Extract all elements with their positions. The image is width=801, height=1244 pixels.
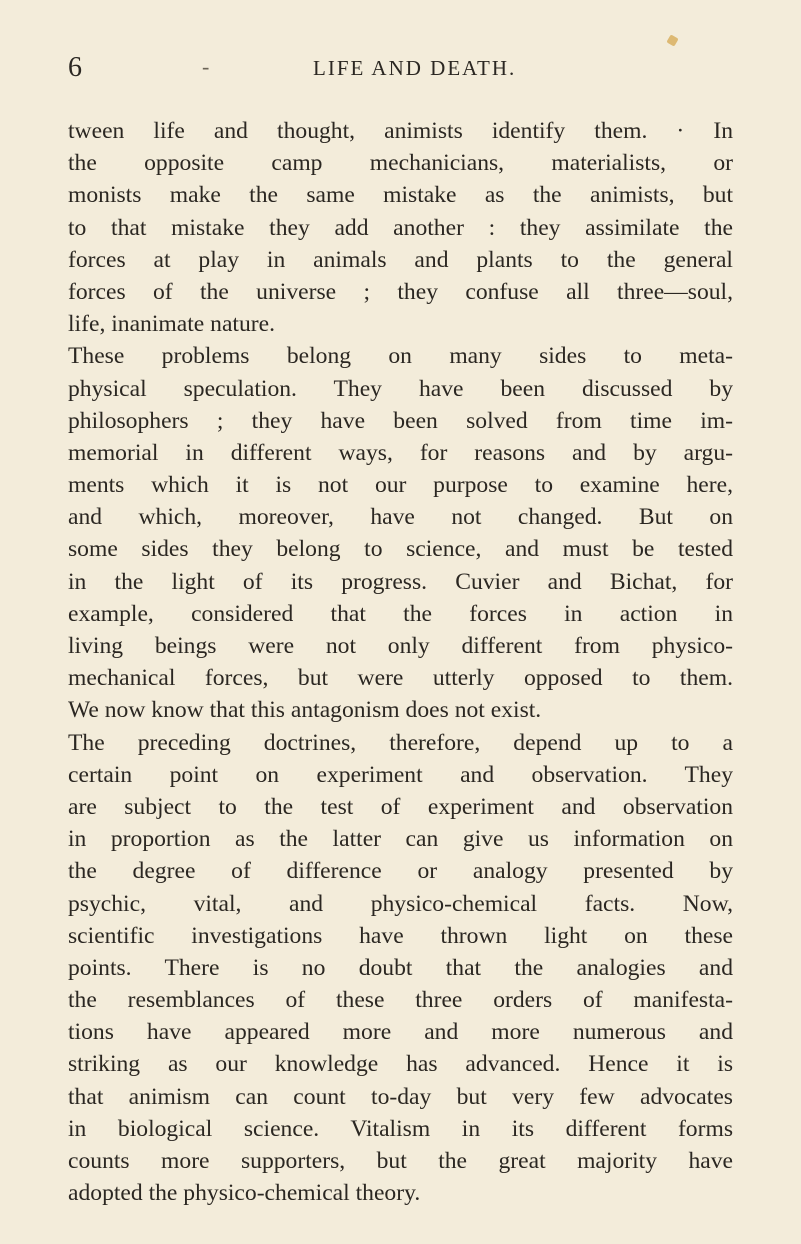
text-line: in biological science. Vitalism in its different forms bbox=[68, 1115, 733, 1142]
text-line: example, considered that the forces in action in bbox=[68, 600, 733, 627]
text-line: forces of the universe ; they confuse all three—soul, bbox=[68, 278, 733, 305]
text-line: counts more supporters, but the great majority have bbox=[68, 1148, 733, 1174]
text-line: the opposite camp mechanicians, materialists, or bbox=[68, 150, 733, 177]
text-line: forces at play in animals and plants to the general bbox=[68, 246, 733, 273]
text-line: living beings were not only different from physico- bbox=[68, 633, 733, 659]
text-line: memorial in different ways, for reasons and by argu- bbox=[68, 439, 733, 466]
text-line: the resemblances of these three orders of manifesta- bbox=[68, 987, 733, 1014]
text-line: physical speculation. They have been discussed by bbox=[68, 375, 733, 402]
text-line: and which, moreover, have not changed. But on bbox=[68, 504, 733, 531]
text-line: points. There is no doubt that the analogies and bbox=[68, 954, 733, 981]
text-line: in proportion as the latter can give us information on bbox=[68, 826, 733, 853]
text-line: philosophers ; they have been solved from time im- bbox=[68, 407, 733, 434]
text-line: life, inanimate nature. bbox=[68, 311, 276, 338]
running-head: LIFE AND DEATH. bbox=[313, 56, 517, 80]
page-number: 6 bbox=[68, 52, 82, 83]
text-line: mechanical forces, but were utterly opposed to them. bbox=[68, 665, 733, 692]
text-line: in the light of its progress. Cuvier and Bichat, for bbox=[68, 568, 733, 595]
text-line: psychic, vital, and physico-chemical facts. Now, bbox=[68, 890, 733, 917]
body-text bbox=[68, 115, 733, 1209]
text-line: that animism can count to-day but very few advocates bbox=[68, 1083, 733, 1110]
text-line: scientific investigations have thrown light on these bbox=[68, 922, 733, 949]
text-line: striking as our knowledge has advanced. Hence it is bbox=[68, 1051, 733, 1078]
page-header bbox=[68, 52, 733, 92]
text-line: some sides they belong to science, and must be tested bbox=[68, 536, 733, 563]
text-line: tions have appeared more and more numerous and bbox=[68, 1019, 733, 1046]
text-line: We now know that this antagonism does not exist. bbox=[68, 697, 542, 724]
text-line: the degree of difference or analogy presented by bbox=[68, 858, 733, 885]
text-line: The preceding doctrines, therefore, depend up to a bbox=[68, 729, 733, 756]
header-dash: - bbox=[202, 54, 210, 79]
text-line: These problems belong on many sides to meta- bbox=[68, 343, 733, 370]
ink-blot bbox=[666, 34, 678, 46]
text-line: certain point on experiment and observation. They bbox=[68, 761, 733, 788]
text-line: are subject to the test of experiment and observation bbox=[68, 793, 733, 820]
text-line: monists make the same mistake as the animists, but bbox=[68, 182, 733, 209]
text-line: tween life and thought, animists identify them. · In bbox=[68, 118, 733, 144]
text-line: ments which it is not our purpose to examine here, bbox=[68, 472, 733, 499]
text-line: to that mistake they add another : they assimilate the bbox=[68, 214, 733, 241]
text-line: adopted the physico-chemical theory. bbox=[68, 1180, 421, 1207]
